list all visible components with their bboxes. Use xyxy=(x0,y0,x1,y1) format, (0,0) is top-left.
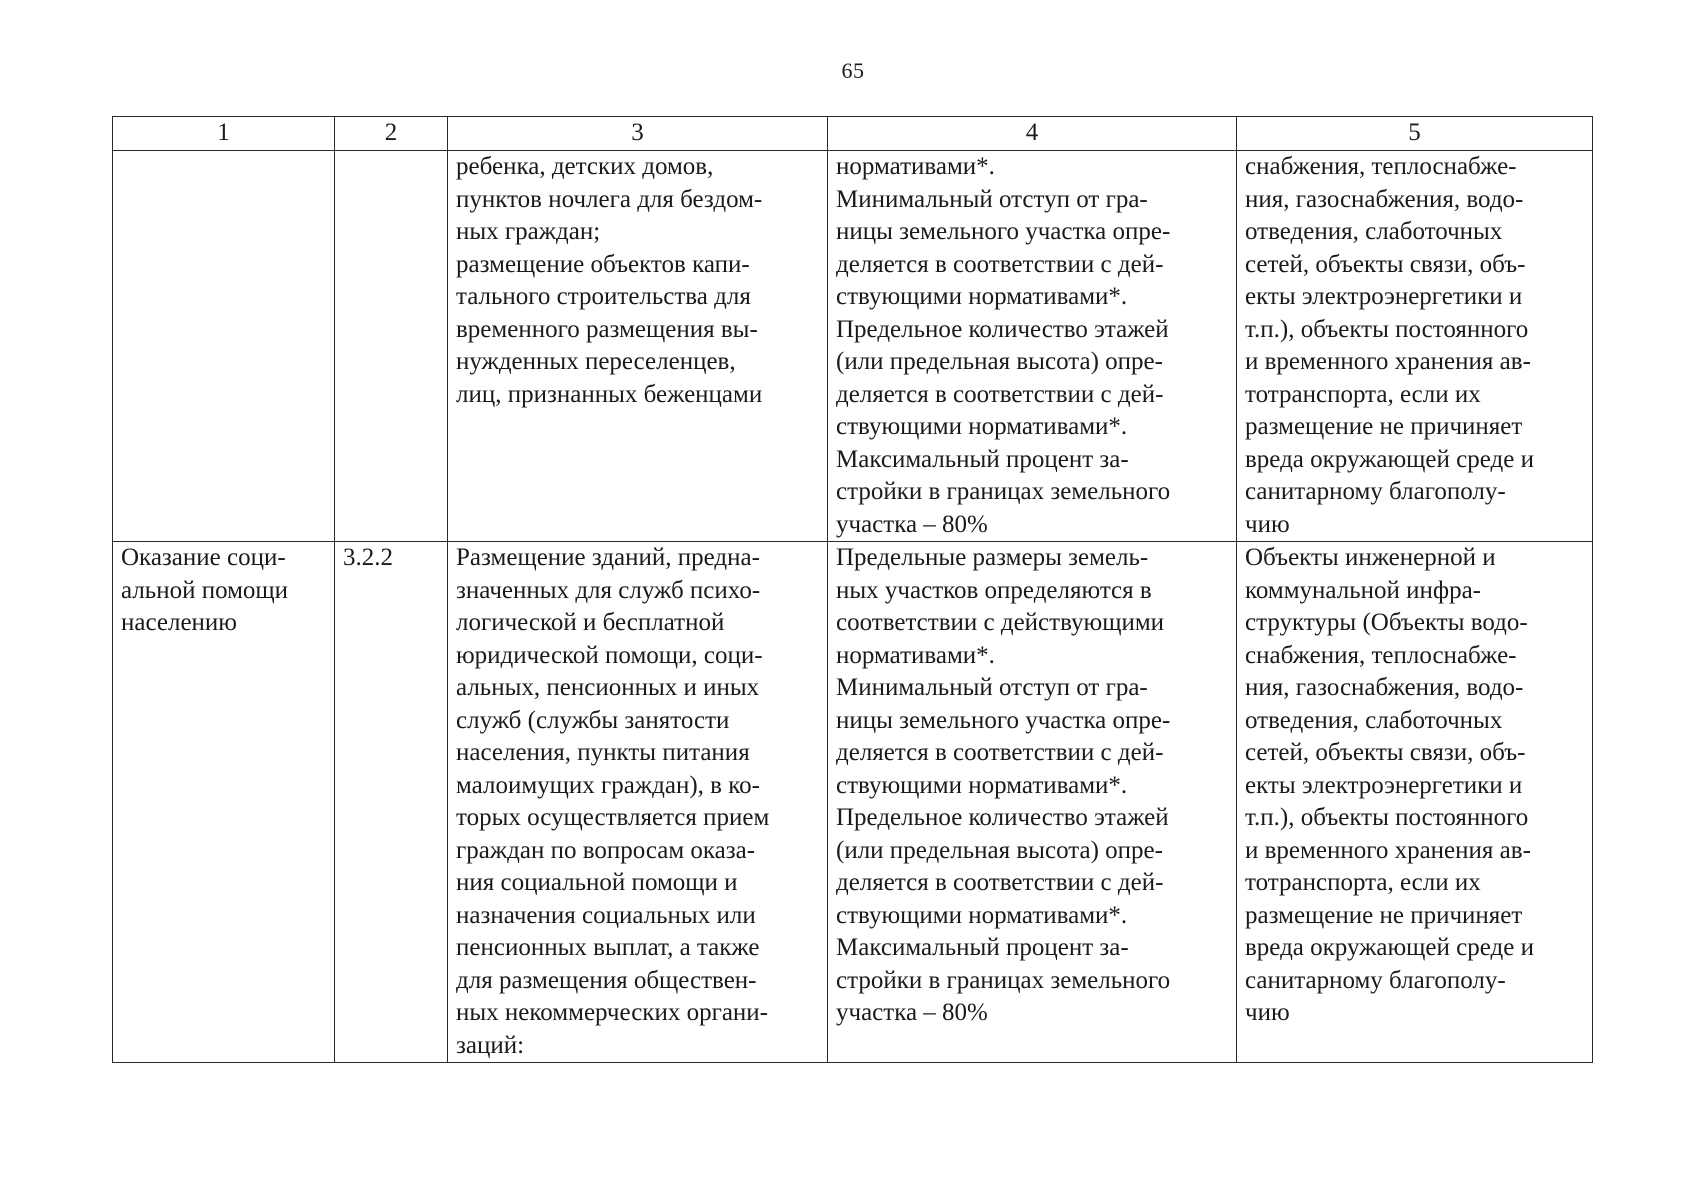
auxiliary-uses-cell: Объекты инженерной и коммунальной инфра- структуры (Объекты водо- снабжения, теплоснабже- ния, газоснабжения, водо- отведения, слаботочных сетей, объекты связи, объ- екты электроэнергетики и т.п.), объекты постоянного и временного хранения ав- тотранспорта, если их размещение не причиняет вреда окружающей среде и санитарному благополу- чию xyxy=(1237,542,1593,1063)
land-use-description-cell: Размещение зданий, предна- значенных для служб психо- логической и бесплатной юридической помощи, соци- альных, пенсионных и иных служб (службы занятости населения, пункты питания малоимущих граждан), в ко- торых осуществляется прием граждан по вопросам оказа- ния социальной помощи и назначения социальных или пенсионных выплат, а также для размещения обществен- ных некоммерческих органи- заций: xyxy=(448,542,828,1063)
column-number-3: 3 xyxy=(448,117,828,151)
table-row xyxy=(113,542,1593,1063)
land-use-code-cell xyxy=(335,151,448,542)
regulations-table xyxy=(112,116,1593,1063)
table-header-row xyxy=(113,117,1593,151)
column-number-5: 5 xyxy=(1237,117,1593,151)
column-number-2: 2 xyxy=(335,117,448,151)
construction-parameters-cell: нормативами*. Минимальный отступ от гра- ницы земельного участка опре- деляется в соответствии с дей- ствующими нормативами*. Предельное количество этажей (или предельная высота) опре- деляется в соответствии с дей- ствующими нормативами*. Максимальный процент за- стройки в границах земельного участка – 80% xyxy=(828,151,1237,542)
column-number-1: 1 xyxy=(113,117,335,151)
land-use-type-cell xyxy=(113,151,335,542)
column-number-4: 4 xyxy=(828,117,1237,151)
page-number: 65 xyxy=(841,58,865,83)
land-use-type-cell: Оказание соци- альной помощи населению xyxy=(113,542,335,1063)
land-use-description-cell: ребенка, детских домов, пунктов ночлега для бездом- ных граждан; размещение объектов капи- тального строительства для временного размещения вы- нужденных переселенцев, лиц, признанных беженцами xyxy=(448,151,828,542)
land-use-code-cell: 3.2.2 xyxy=(335,542,448,1063)
auxiliary-uses-cell: снабжения, теплоснабже- ния, газоснабжения, водо- отведения, слаботочных сетей, объекты связи, объ- екты электроэнергетики и т.п.), объекты постоянного и временного хранения ав- тотранспорта, если их размещение не причиняет вреда окружающей среде и санитарному благополу- чию xyxy=(1237,151,1593,542)
construction-parameters-cell: Предельные размеры земель- ных участков определяются в соответствии с действующими нормативами*. Минимальный отступ от гра- ницы земельного участка опре- деляется в соответствии с дей- ствующими нормативами*. Предельное количество этажей (или предельная высота) опре- деляется в соответствии с дей- ствующими нормативами*. Максимальный процент за- стройки в границах земельного участка – 80% xyxy=(828,542,1237,1063)
table-row xyxy=(113,151,1593,542)
